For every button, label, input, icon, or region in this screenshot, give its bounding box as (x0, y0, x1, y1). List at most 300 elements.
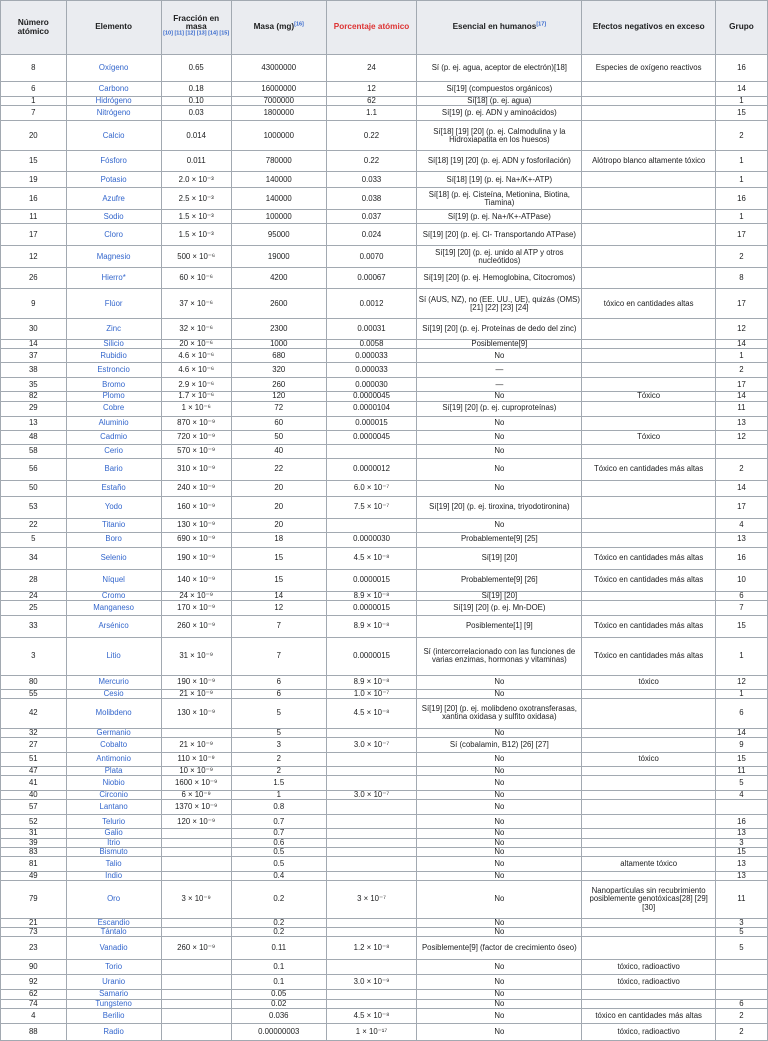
cell-num: 6 (1, 82, 67, 97)
cell-essential: No (417, 990, 582, 999)
cell-group: 12 (715, 319, 767, 340)
cell-element[interactable]: Selenio (66, 547, 161, 569)
cell-element[interactable]: Niobio (66, 776, 161, 791)
cell-element[interactable]: Uranio (66, 975, 161, 990)
cell-element[interactable]: Cobalto (66, 738, 161, 753)
cell-element[interactable]: Boro (66, 532, 161, 547)
cell-mass: 20 (231, 496, 326, 518)
cell-element[interactable]: Germanio (66, 728, 161, 737)
cell-mass: 19000 (231, 246, 326, 268)
cell-mass: 7 (231, 615, 326, 637)
cell-essential: No (417, 1008, 582, 1023)
table-row (1, 990, 768, 999)
cell-pct: 0.033 (326, 172, 417, 188)
table-row (1, 728, 768, 737)
cell-frac (161, 871, 231, 880)
cell-element[interactable]: Nitrógeno (66, 106, 161, 121)
cell-pct: 0.0000015 (326, 569, 417, 591)
cell-num: 83 (1, 847, 67, 856)
table-row (1, 172, 768, 188)
cell-num: 20 (1, 121, 67, 151)
cell-element[interactable]: Sodio (66, 210, 161, 224)
cell-negative: tóxico (582, 753, 715, 767)
cell-pct: 0.000033 (326, 363, 417, 378)
cell-mass: 100000 (231, 210, 326, 224)
cell-group: 1 (715, 210, 767, 224)
cell-mass: 7 (231, 637, 326, 675)
cell-element[interactable]: Fósforo (66, 151, 161, 172)
cell-frac: 190 × 10⁻⁹ (161, 675, 231, 689)
cell-negative (582, 838, 715, 847)
cell-mass: 0.02 (231, 999, 326, 1008)
cell-element[interactable]: Bario (66, 458, 161, 480)
cell-num: 9 (1, 289, 67, 319)
table-row (1, 547, 768, 569)
cell-pct: 8.9 × 10⁻⁸ (326, 591, 417, 600)
cell-element[interactable]: Cloro (66, 224, 161, 246)
cell-num: 13 (1, 416, 67, 430)
cell-element[interactable]: Tungsteno (66, 999, 161, 1008)
cell-element[interactable]: Vanadio (66, 937, 161, 960)
cell-mass: 15 (231, 547, 326, 569)
cell-frac: 1600 × 10⁻⁹ (161, 776, 231, 791)
cell-num: 38 (1, 363, 67, 378)
cell-pct: 1.2 × 10⁻⁸ (326, 937, 417, 960)
cell-group: 13 (715, 532, 767, 547)
cell-mass: 20 (231, 518, 326, 532)
cell-element[interactable]: Manganeso (66, 600, 161, 615)
cell-mass: 0.7 (231, 829, 326, 838)
cell-element[interactable]: Tántalo (66, 928, 161, 937)
cell-pct (326, 767, 417, 776)
cell-mass: 95000 (231, 224, 326, 246)
table-row (1, 698, 768, 728)
table-row (1, 856, 768, 871)
cell-group: 7 (715, 600, 767, 615)
cell-element[interactable]: Lantano (66, 800, 161, 815)
cell-mass: 2 (231, 753, 326, 767)
cell-element[interactable]: Oro (66, 881, 161, 919)
header-group[interactable]: Grupo (715, 1, 767, 55)
cell-element[interactable]: Circonio (66, 791, 161, 800)
cell-negative (582, 363, 715, 378)
cell-pct: 4.5 × 10⁻⁸ (326, 547, 417, 569)
cell-pct: 0.037 (326, 210, 417, 224)
cell-mass: 1800000 (231, 106, 326, 121)
cell-num: 73 (1, 928, 67, 937)
header-essential-refs[interactable]: [17] (536, 21, 547, 28)
cell-mass: 0.8 (231, 800, 326, 815)
cell-num: 29 (1, 401, 67, 416)
cell-group: 9 (715, 738, 767, 753)
cell-element[interactable]: Torio (66, 960, 161, 975)
cell-pct: 8.9 × 10⁻⁸ (326, 615, 417, 637)
cell-group: 17 (715, 378, 767, 392)
cell-frac: 0.65 (161, 55, 231, 82)
cell-essential: Sí[18] (p. ej. agua) (417, 97, 582, 106)
cell-essential: Sí[19] [20] (p. ej. unido al ATP y otros nucleótidos) (417, 246, 582, 268)
cell-mass: 2 (231, 767, 326, 776)
cell-mass: 22 (231, 458, 326, 480)
cell-pct (326, 444, 417, 458)
cell-element[interactable]: Telurio (66, 815, 161, 829)
cell-essential: No (417, 444, 582, 458)
cell-element[interactable]: Níquel (66, 569, 161, 591)
cell-num: 47 (1, 767, 67, 776)
table-row (1, 121, 768, 151)
cell-essential: Probablemente[9] [26] (417, 569, 582, 591)
cell-group: 13 (715, 416, 767, 430)
table-row (1, 675, 768, 689)
cell-negative (582, 847, 715, 856)
cell-negative (582, 591, 715, 600)
header-frac-refs[interactable]: [10] [11] [12] [13] [14] [15] (163, 30, 230, 37)
cell-group: 2 (715, 1023, 767, 1040)
cell-group: 15 (715, 615, 767, 637)
cell-element[interactable]: Escandio (66, 919, 161, 928)
cell-frac: 160 × 10⁻⁹ (161, 496, 231, 518)
cell-element[interactable]: Radio (66, 1023, 161, 1040)
cell-num: 79 (1, 881, 67, 919)
cell-element[interactable]: Silicio (66, 340, 161, 349)
cell-element[interactable]: Oxígeno (66, 55, 161, 82)
table-row (1, 569, 768, 591)
cell-negative (582, 378, 715, 392)
cell-negative (582, 518, 715, 532)
cell-element[interactable]: Cobre (66, 401, 161, 416)
cell-mass: 0.1 (231, 960, 326, 975)
cell-mass: 1.5 (231, 776, 326, 791)
cell-mass: 0.6 (231, 838, 326, 847)
cell-frac: 3 × 10⁻⁹ (161, 881, 231, 919)
cell-group: 17 (715, 289, 767, 319)
cell-element[interactable]: Plomo (66, 392, 161, 401)
cell-mass: 2300 (231, 319, 326, 340)
cell-group: 16 (715, 815, 767, 829)
table-row (1, 401, 768, 416)
cell-element[interactable]: Litio (66, 637, 161, 675)
cell-element[interactable]: Cerio (66, 444, 161, 458)
table-row (1, 791, 768, 800)
cell-group (715, 444, 767, 458)
cell-negative (582, 319, 715, 340)
cell-essential: No (417, 847, 582, 856)
cell-frac: 170 × 10⁻⁹ (161, 600, 231, 615)
cell-essential: No (417, 960, 582, 975)
cell-element[interactable]: Yodo (66, 496, 161, 518)
cell-frac: 1.7 × 10⁻⁶ (161, 392, 231, 401)
cell-frac: 110 × 10⁻⁹ (161, 753, 231, 767)
cell-pct: 0.00067 (326, 268, 417, 289)
cell-frac (161, 829, 231, 838)
cell-negative (582, 340, 715, 349)
cell-element[interactable]: Rubidio (66, 349, 161, 363)
cell-num: 31 (1, 829, 67, 838)
cell-num: 81 (1, 856, 67, 871)
cell-num: 27 (1, 738, 67, 753)
cell-pct: 24 (326, 55, 417, 82)
cell-element[interactable]: Itrio (66, 838, 161, 847)
cell-element[interactable]: Titanio (66, 518, 161, 532)
cell-essential: Sí[19] [20] (417, 591, 582, 600)
cell-group: 10 (715, 569, 767, 591)
table-row (1, 847, 768, 856)
cell-element[interactable]: Galio (66, 829, 161, 838)
cell-element[interactable]: Flúor (66, 289, 161, 319)
cell-num: 51 (1, 753, 67, 767)
cell-negative (582, 791, 715, 800)
cell-negative (582, 999, 715, 1008)
cell-mass: 0.4 (231, 871, 326, 880)
cell-frac: 1 × 10⁻⁶ (161, 401, 231, 416)
cell-essential: Sí[19] [20] (p. ej. Hemoglobina, Citocromos) (417, 268, 582, 289)
cell-num: 12 (1, 246, 67, 268)
cell-element[interactable]: Bromo (66, 378, 161, 392)
cell-negative (582, 776, 715, 791)
cell-num: 26 (1, 268, 67, 289)
cell-element[interactable]: Zinc (66, 319, 161, 340)
table-row (1, 591, 768, 600)
cell-mass: 0.00000003 (231, 1023, 326, 1040)
table-row (1, 518, 768, 532)
table-row (1, 430, 768, 444)
cell-mass: 40 (231, 444, 326, 458)
table-row (1, 776, 768, 791)
cell-group: 15 (715, 753, 767, 767)
cell-num: 19 (1, 172, 67, 188)
cell-frac: 120 × 10⁻⁹ (161, 815, 231, 829)
header-essential[interactable]: Esencial en humanos[17] (417, 1, 582, 55)
cell-pct: 0.22 (326, 121, 417, 151)
cell-element[interactable]: Hidrógeno (66, 97, 161, 106)
table-row (1, 188, 768, 210)
cell-essential: No (417, 349, 582, 363)
cell-group: 17 (715, 496, 767, 518)
header-element[interactable]: Elemento (66, 1, 161, 55)
cell-num: 33 (1, 615, 67, 637)
cell-frac (161, 1023, 231, 1040)
header-mass[interactable]: Masa (mg)[16] (231, 1, 326, 55)
cell-mass: 320 (231, 363, 326, 378)
cell-essential: Probablemente[9] [25] (417, 532, 582, 547)
cell-pct: 0.0070 (326, 246, 417, 268)
cell-num: 53 (1, 496, 67, 518)
cell-num: 92 (1, 975, 67, 990)
cell-element[interactable]: Azufre (66, 188, 161, 210)
cell-element[interactable]: Magnesio (66, 246, 161, 268)
cell-element[interactable]: Molibdeno (66, 698, 161, 728)
cell-element[interactable]: Samario (66, 990, 161, 999)
cell-element[interactable]: Indio (66, 871, 161, 880)
table-row (1, 871, 768, 880)
cell-frac: 240 × 10⁻⁹ (161, 480, 231, 496)
cell-negative: Nanopartículas sin recubrimiento posiblemente genotóxicas[28] [29] [30] (582, 881, 715, 919)
cell-essential: No (417, 829, 582, 838)
cell-frac: 2.0 × 10⁻³ (161, 172, 231, 188)
cell-mass: 260 (231, 378, 326, 392)
cell-mass: 7000000 (231, 97, 326, 106)
header-frac[interactable]: Fracción en masa [10] [11] [12] [13] [14] [15] (161, 1, 231, 55)
cell-element[interactable]: Estroncio (66, 363, 161, 378)
cell-negative (582, 937, 715, 960)
cell-element[interactable]: Plata (66, 767, 161, 776)
cell-negative (582, 532, 715, 547)
cell-frac: 720 × 10⁻⁹ (161, 430, 231, 444)
cell-pct: 6.0 × 10⁻⁷ (326, 480, 417, 496)
cell-num: 21 (1, 919, 67, 928)
cell-essential: No (417, 776, 582, 791)
cell-pct: 0.038 (326, 188, 417, 210)
cell-essential: Sí[18] [19] (p. ej. Na+/K+-ATP) (417, 172, 582, 188)
cell-negative (582, 121, 715, 151)
cell-element[interactable]: Bismuto (66, 847, 161, 856)
cell-pct: 3.0 × 10⁻⁷ (326, 738, 417, 753)
cell-group: 4 (715, 791, 767, 800)
cell-group: 1 (715, 689, 767, 698)
cell-mass: 3 (231, 738, 326, 753)
table-row (1, 615, 768, 637)
cell-essential: Sí[19] [20] (p. ej. molibdeno oxotransferasas, xantina oxidasa y sulfito oxidasa) (417, 698, 582, 728)
table-row (1, 800, 768, 815)
cell-group: 16 (715, 55, 767, 82)
cell-element[interactable]: Mercurio (66, 675, 161, 689)
cell-negative (582, 210, 715, 224)
cell-frac: 0.011 (161, 151, 231, 172)
cell-element[interactable]: Hierro* (66, 268, 161, 289)
cell-element[interactable]: Cadmio (66, 430, 161, 444)
table-row (1, 600, 768, 615)
cell-pct: 3.0 × 10⁻⁹ (326, 975, 417, 990)
table-row (1, 246, 768, 268)
cell-group: 3 (715, 919, 767, 928)
cell-essential: Sí[19] [20] (417, 547, 582, 569)
cell-essential: Sí (intercorrelacionado con las funciones de varias enzimas, hormonas y vitaminas) (417, 637, 582, 675)
cell-essential: Posiblemente[9] (417, 340, 582, 349)
table-row (1, 1023, 768, 1040)
cell-frac (161, 919, 231, 928)
cell-element[interactable]: Aluminio (66, 416, 161, 430)
table-row (1, 1008, 768, 1023)
cell-negative (582, 767, 715, 776)
cell-pct: 1.0 × 10⁻⁷ (326, 689, 417, 698)
cell-essential: No (417, 430, 582, 444)
cell-negative (582, 401, 715, 416)
cell-frac: 60 × 10⁻⁶ (161, 268, 231, 289)
cell-frac: 570 × 10⁻⁹ (161, 444, 231, 458)
cell-frac: 21 × 10⁻⁹ (161, 738, 231, 753)
cell-pct: 0.0058 (326, 340, 417, 349)
cell-essential: No (417, 675, 582, 689)
cell-element[interactable]: Antimonio (66, 753, 161, 767)
table-row (1, 738, 768, 753)
table-row (1, 349, 768, 363)
cell-essential: No (417, 689, 582, 698)
cell-group: 14 (715, 480, 767, 496)
cell-num: 41 (1, 776, 67, 791)
cell-essential: No (417, 928, 582, 937)
cell-element[interactable]: Estaño (66, 480, 161, 496)
cell-element[interactable]: Carbono (66, 82, 161, 97)
cell-num: 48 (1, 430, 67, 444)
cell-frac (161, 990, 231, 999)
cell-num: 7 (1, 106, 67, 121)
table-row (1, 689, 768, 698)
cell-num: 32 (1, 728, 67, 737)
cell-element[interactable]: Cromo (66, 591, 161, 600)
cell-frac: 4.6 × 10⁻⁶ (161, 363, 231, 378)
cell-group: 16 (715, 188, 767, 210)
cell-negative (582, 928, 715, 937)
cell-essential: No (417, 881, 582, 919)
cell-essential: Sí[19] (compuestos orgánicos) (417, 82, 582, 97)
cell-pct (326, 829, 417, 838)
cell-pct (326, 753, 417, 767)
header-pct[interactable]: Porcentaje atómico (326, 1, 417, 55)
cell-group: 11 (715, 401, 767, 416)
cell-num: 88 (1, 1023, 67, 1040)
cell-group: 5 (715, 928, 767, 937)
table-row (1, 919, 768, 928)
cell-pct: 0.024 (326, 224, 417, 246)
cell-group: 2 (715, 121, 767, 151)
cell-element[interactable]: Cesio (66, 689, 161, 698)
cell-essential: No (417, 767, 582, 776)
cell-element[interactable]: Calcio (66, 121, 161, 151)
cell-negative (582, 188, 715, 210)
cell-mass: 0.036 (231, 1008, 326, 1023)
cell-element[interactable]: Arsénico (66, 615, 161, 637)
cell-essential: No (417, 838, 582, 847)
table-row (1, 829, 768, 838)
cell-negative (582, 829, 715, 838)
cell-mass: 140000 (231, 172, 326, 188)
cell-element[interactable]: Talio (66, 856, 161, 871)
cell-num: 50 (1, 480, 67, 496)
cell-negative (582, 698, 715, 728)
cell-group: 11 (715, 767, 767, 776)
table-row (1, 532, 768, 547)
cell-pct: 0.0012 (326, 289, 417, 319)
cell-negative (582, 480, 715, 496)
cell-group (715, 960, 767, 975)
cell-essential: Sí[19] (p. ej. Na+/K+-ATPase) (417, 210, 582, 224)
cell-num: 22 (1, 518, 67, 532)
cell-num: 4 (1, 1008, 67, 1023)
cell-frac: 0.10 (161, 97, 231, 106)
cell-group: 1 (715, 172, 767, 188)
cell-group: 6 (715, 591, 767, 600)
cell-mass: 16000000 (231, 82, 326, 97)
header-mass-refs[interactable]: [16] (294, 21, 304, 28)
cell-frac: 690 × 10⁻⁹ (161, 532, 231, 547)
table-row (1, 210, 768, 224)
cell-negative (582, 172, 715, 188)
cell-frac (161, 960, 231, 975)
cell-num: 39 (1, 838, 67, 847)
header-negative[interactable]: Efectos negativos en exceso (582, 1, 715, 55)
cell-group: 2 (715, 246, 767, 268)
cell-element[interactable]: Potasio (66, 172, 161, 188)
cell-group: 14 (715, 82, 767, 97)
cell-group: 3 (715, 838, 767, 847)
cell-pct: 0.000033 (326, 349, 417, 363)
cell-mass: 72 (231, 401, 326, 416)
table-row (1, 767, 768, 776)
cell-frac: 2.9 × 10⁻⁶ (161, 378, 231, 392)
cell-element[interactable]: Berilio (66, 1008, 161, 1023)
cell-mass: 0.2 (231, 881, 326, 919)
header-num[interactable]: Número atómico (1, 1, 67, 55)
